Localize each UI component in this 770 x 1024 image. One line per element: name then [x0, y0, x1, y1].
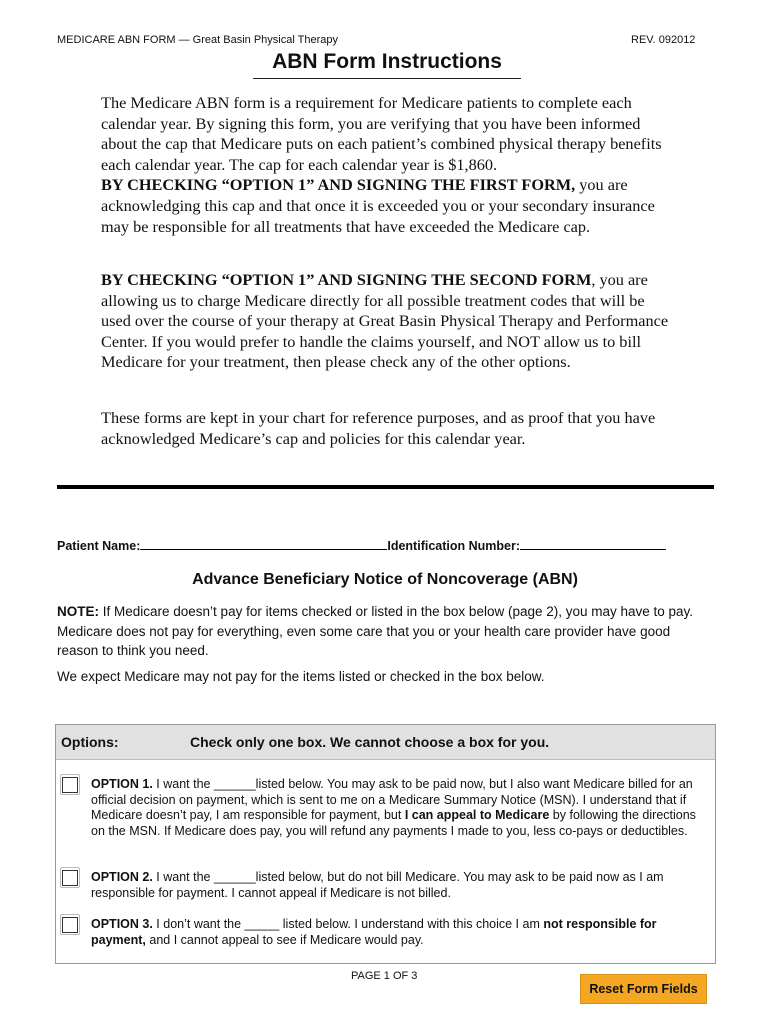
- options-header: [56, 725, 715, 760]
- option-2-desc: I want the ______listed below, but do not bill Medicare. You may ask to be paid now as I am responsible for payment. I cannot appeal if Medicare is not billed.: [91, 870, 664, 900]
- section-divider: [57, 485, 714, 489]
- option-3-checkbox[interactable]: [62, 917, 78, 933]
- option-3-label: OPTION 3.: [91, 917, 153, 931]
- instructions-p1-text: The Medicare ABN form is a requirement for Medicare patients to complete each calendar year. By signing this form, you are verifying that you have been informed about the cap that Medicare puts on each patient’s combined physical therapy benefits each calendar year. The cap for each calendar year is $1,860.: [101, 93, 662, 174]
- note-text: If Medicare doesn’t pay for items checked or listed in the box below (page 2), you may have to pay. Medicare does not pay for everything, even some care that you or your health care provider have good reason to think you need.: [57, 604, 694, 658]
- note-label: NOTE:: [57, 604, 99, 619]
- option-1-text: [91, 777, 711, 839]
- option-2-label: OPTION 2.: [91, 870, 153, 884]
- options-instruction: Check only one box. We cannot choose a box for you.: [190, 734, 550, 750]
- options-label: Options:: [61, 734, 119, 750]
- page-title: ABN Form Instructions: [253, 50, 521, 79]
- abn-expect-text: We expect Medicare may not pay for the items listed or checked in the box below.: [57, 669, 545, 684]
- option-1-desc: I want the ______listed below. You may ask to be paid now, but I also want Medicare billed for an official decision on payment, which is sent to me on a Medicare Summary Notice (MSN). I understand that if Medicare doesn’t pay, I am responsible for payment, but: [91, 777, 693, 823]
- instructions-paragraph-2: [101, 270, 671, 373]
- identification-number-field[interactable]: [520, 537, 666, 550]
- option-1-bold: I can appeal to Medicare: [404, 808, 550, 823]
- instructions-paragraph-1: [101, 93, 671, 237]
- option-2-checkbox[interactable]: [62, 870, 78, 886]
- option-3-text: [91, 917, 711, 948]
- option-1-desc-tail: by following the directions on the MSN. If Medicare does pay, you will refund any payments I made to you, less co-pays or deductibles.: [91, 808, 696, 838]
- instructions-p1-tail: you are acknowledging this cap and that once it is exceeded you or your secondary insurance may be responsible for all treatments that have exceeded the Medicare cap.: [101, 175, 655, 236]
- option-1-label: OPTION 1.: [91, 777, 153, 791]
- page-number: PAGE 1 OF 3: [351, 970, 418, 982]
- option-3-desc-tail: and I cannot appeal to see if Medicare would pay.: [145, 932, 424, 947]
- options-box: [55, 724, 716, 964]
- instructions-p2-text: , you are allowing us to charge Medicare directly for all possible treatment codes that will be used over the course of your therapy at Great Basin Physical Therapy and Performance Center. If you would prefer to handle the claims yourself, and NOT allow us to bill Medicare for your treatment, then please check any of the other options.: [101, 270, 669, 372]
- patient-info-row: [57, 537, 666, 553]
- reset-form-button[interactable]: Reset Form Fields: [580, 974, 707, 1004]
- identification-number-label: Identification Number:: [387, 539, 521, 553]
- option-1-checkbox[interactable]: [62, 777, 78, 793]
- header-form-title: MEDICARE ABN FORM — Great Basin Physical Therapy: [57, 34, 338, 46]
- option-3-desc: I don’t want the _____ listed below. I understand with this choice I am: [152, 917, 544, 931]
- abn-note: [57, 602, 707, 661]
- abn-title: Advance Beneficiary Notice of Noncoverage (ABN): [192, 571, 578, 588]
- patient-name-field[interactable]: [140, 537, 387, 550]
- option-3-bold: not responsible for payment,: [91, 917, 657, 947]
- instructions-p1-bold: BY CHECKING “OPTION 1” AND SIGNING THE FIRST FORM,: [101, 175, 576, 195]
- instructions-paragraph-3: These forms are kept in your chart for reference purposes, and as proof that you have acknowledged Medicare’s cap and policies for this calendar year.: [101, 408, 656, 448]
- instructions-p2-bold: BY CHECKING “OPTION 1” AND SIGNING THE SECOND FORM: [101, 270, 592, 289]
- header-revision: REV. 092012: [631, 34, 696, 46]
- patient-name-label: Patient Name:: [57, 539, 141, 553]
- option-2-text: [91, 870, 711, 901]
